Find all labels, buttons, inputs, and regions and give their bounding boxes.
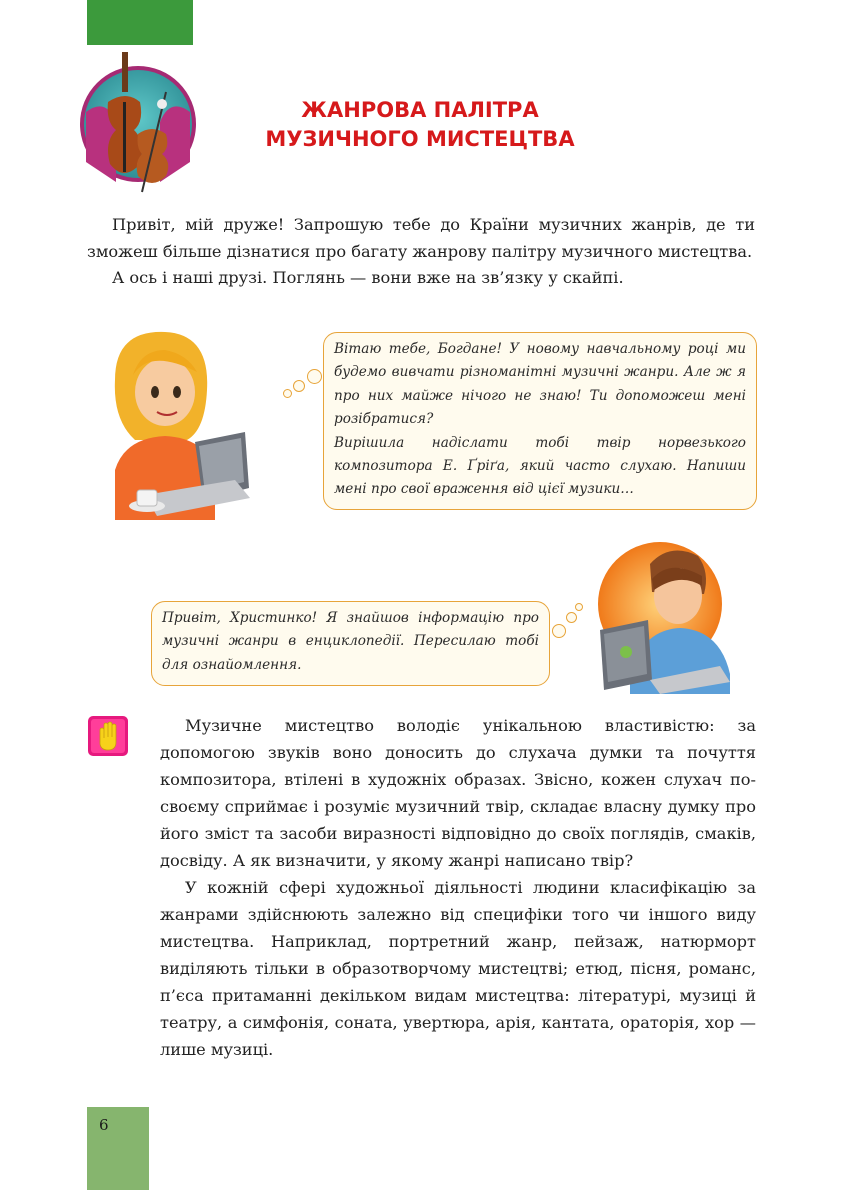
boy-speech-bubble [151, 601, 550, 686]
thought-dot [552, 624, 566, 638]
page-number: 6 [99, 1116, 109, 1134]
body-paragraph-1: Музичне мистецтво володіє унікальною властивістю: за допомогою звуків воно доносить до слухача думки та почуття композитора, втілені в художніх образах. Звісно, кожен слухач по-своєму сприймає і розуміє музичний твір, складає власну думку про його зміст та засоби виразності відповідно до своїх поглядів, смаків, досвіду. А як визначити, у якому жанрі написано твір? [160, 716, 756, 870]
raised-hand-icon [88, 716, 128, 756]
body-paragraph-2: У кожній сфері художньої діяльності людини класифікацію за жанрами здійснюють залежно від специфіки того чи іншого виду мистецтва. Наприклад, портретний жанр, пейзаж, натюрморт виділяють тільки в образотворчому мистецтві; етюд, пісня, романс, п’єса притаманні декільком видам мистецтва: літературі, музиці й театру, а симфонія, соната, увертюра, арія, кантата, ораторія, хор — лише музиці. [160, 878, 756, 1059]
page-number-tab [87, 1107, 149, 1190]
boy-message: Привіт, Христинко! Я знайшов інформацію про музичні жанри в енциклопедії. Пересилаю тобі для ознайомлення. [162, 610, 539, 673]
main-text [160, 712, 756, 1063]
girl-speech-bubble [323, 332, 757, 510]
top-green-tab [87, 0, 193, 45]
title-line-2: МУЗИЧНОГО МИСТЕЦТВА [265, 127, 575, 151]
thought-dot [293, 380, 305, 392]
girl-message-paragraph-2: Вирішила надіслати тобі твір норвезького композитора Е. Ґріґа, який часто слухаю. Напиши мені про свої враження від цієї музики… [334, 434, 746, 498]
girl-message-paragraph-1: Вітаю тебе, Богдане! У новому навчальному році ми будемо вивчати різноманітні музичні жанри. Але ж я про них майже нічого не знаю! Ти допоможеш мені розібратися? [334, 341, 746, 428]
boy-with-laptop-illustration [590, 534, 760, 694]
page-title [230, 96, 610, 154]
thought-dot [575, 603, 583, 611]
intro-paragraph-1: Привіт, мій друже! Запрошую тебе до Країни музичних жанрів, де ти зможеш більше дізнатися про багату жанрову палітру музичного мистецтва. [87, 215, 755, 261]
intro-paragraph-2: А ось і наші друзі. Поглянь — вони вже на зв’язку у скайпі. [112, 268, 624, 287]
intro-text [87, 212, 755, 292]
girl-with-laptop-illustration [95, 320, 255, 528]
thought-dot [566, 612, 577, 623]
title-line-1: ЖАНРОВА ПАЛІТРА [301, 98, 539, 122]
thought-dot [307, 369, 322, 384]
violin-emblem-icon [76, 42, 200, 198]
thought-dot [283, 389, 292, 398]
